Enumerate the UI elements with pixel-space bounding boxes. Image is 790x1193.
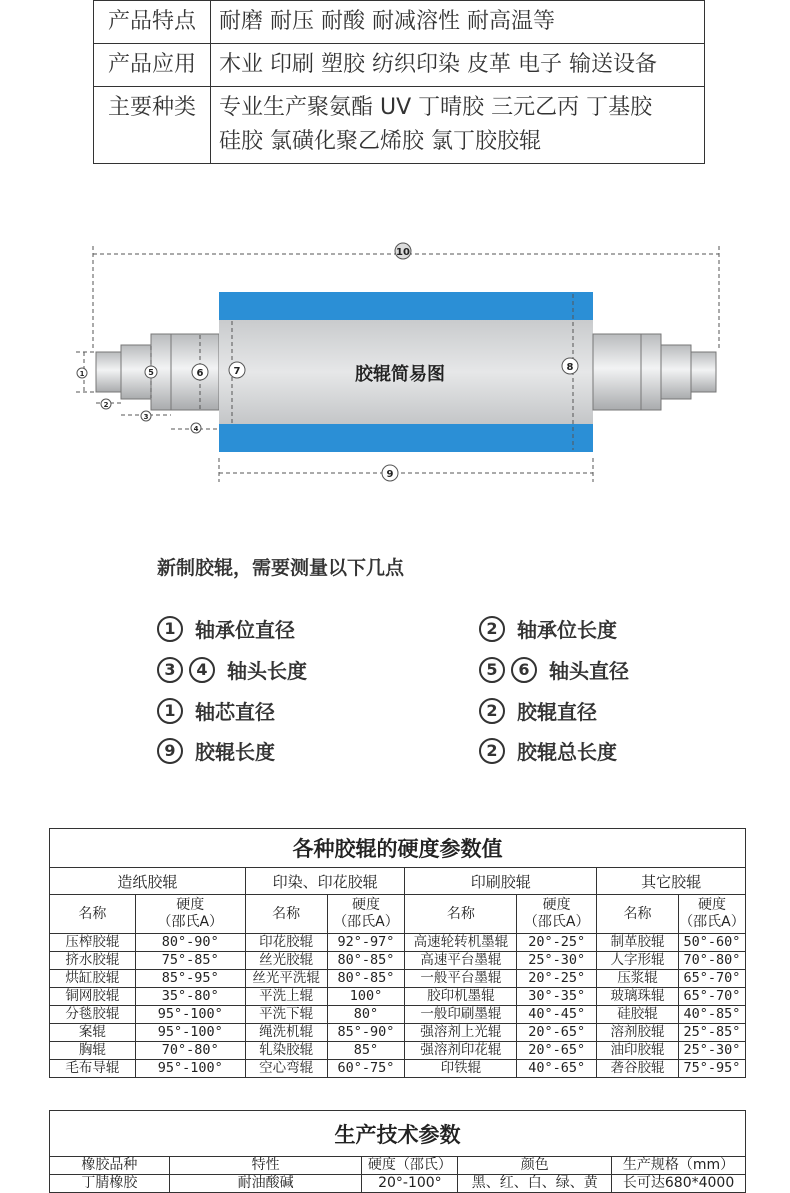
svg-text:1: 1 [79,370,85,378]
number-badge: 2 [479,738,505,764]
hardness-value-cell: 95°-100° [135,1060,245,1078]
number-badge: 6 [511,657,537,683]
hardness-table-wrap [49,828,746,1078]
measure-item [479,614,617,643]
table-cell: 黑、红、白、绿、黄 [458,1175,612,1193]
number-badge: 1 [157,616,183,642]
number-badge: 2 [479,698,505,724]
hardness-value-cell: 92°-97° [327,934,405,952]
roller-name-cell: 强溶剂上光辊 [405,1024,517,1042]
hardness-value-cell: 80°-85° [327,970,405,988]
marker-9 [382,465,398,481]
types-row [94,87,705,164]
roller-name-cell: 压浆辊 [597,970,679,988]
roller-name-cell: 油印胶辊 [597,1042,679,1060]
hardness-body [50,934,746,1078]
table-cell: 丁腈橡胶 [50,1175,170,1193]
table-cell: 耐油酸碱 [169,1175,362,1193]
roller-name-cell: 印花胶辊 [245,934,327,952]
hardness-value-cell: 85°-90° [327,1024,405,1042]
left-bearing-seat [96,352,121,392]
table-cell: 长可达680*4000 [612,1175,746,1193]
applications-row [94,44,705,87]
roller-name-cell: 分毯胶辊 [50,1006,136,1024]
hardness-value-cell: 65°-70° [678,988,745,1006]
roller-name-cell: 丝光平洗辊 [245,970,327,988]
roller-name-cell: 印铁辊 [405,1060,517,1078]
production-table-wrap [49,1110,746,1193]
measure-label: 胶辊长度 [195,740,275,764]
roller-name-cell: 烘缸胶辊 [50,970,136,988]
production-row [50,1175,746,1193]
hardness-header: 硬度 （邵氏A） [678,895,745,934]
measure-label: 轴头直径 [549,659,629,683]
hardness-value-cell: 95°-100° [135,1024,245,1042]
name-header: 名称 [597,895,679,934]
marker-7 [229,362,245,378]
product-info-table [93,0,705,164]
column-header: 颜色 [458,1157,612,1175]
hardness-value-cell: 85°-95° [135,970,245,988]
roller-name-cell: 制革胶辊 [597,934,679,952]
table-row [50,1024,746,1042]
hardness-value-cell: 50°-60° [678,934,745,952]
hardness-value-cell: 30°-35° [517,988,597,1006]
right-bearing-seat [691,352,716,392]
diagram-title: 胶辊简易图 [355,364,445,385]
roller-name-cell: 砻谷胶辊 [597,1060,679,1078]
number-badge: 4 [189,657,215,683]
applications-value: 木业 印刷 塑胶 纺织印染 皮革 电子 输送设备 [211,44,705,87]
name-header: 名称 [405,895,517,934]
hardness-value-cell: 20°-25° [517,970,597,988]
roller-name-cell: 人字形辊 [597,952,679,970]
roller-name-cell: 一般印刷墨辊 [405,1006,517,1024]
right-journal [661,345,691,399]
svg-text:6: 6 [196,368,204,379]
types-value [211,87,705,164]
roller-name-cell: 挤水胶辊 [50,952,136,970]
marker-2 [101,399,111,409]
roller-name-cell: 胶印机墨辊 [405,988,517,1006]
production-table [49,1110,746,1193]
hardness-header: 硬度 （邵氏A） [135,895,245,934]
roller-name-cell: 胸辊 [50,1042,136,1060]
table-row [50,1060,746,1078]
roller-name-cell: 平洗下辊 [245,1006,327,1024]
hardness-value-cell: 85° [327,1042,405,1060]
measure-label: 轴承位直径 [195,618,295,642]
marker-8 [562,358,578,374]
roller-name-cell: 绳洗机辊 [245,1024,327,1042]
roller-name-cell: 平洗上辊 [245,988,327,1006]
hardness-value-cell: 40°-45° [517,1006,597,1024]
measure-item [479,655,629,684]
group-header: 造纸胶辊 [50,868,246,895]
hardness-value-cell: 75°-85° [135,952,245,970]
svg-text:4: 4 [193,425,199,433]
hardness-value-cell: 75°-95° [678,1060,745,1078]
measure-title: 新制胶辊，需要测量以下几点 [157,557,405,579]
svg-text:9: 9 [386,469,394,480]
roller-name-cell: 硅胶辊 [597,1006,679,1024]
name-header: 名称 [50,895,136,934]
measure-item [479,736,617,765]
roller-name-cell: 空心弯辊 [245,1060,327,1078]
hardness-title: 各种胶辊的硬度参数值 [50,829,746,868]
roller-name-cell: 高速平台墨辊 [405,952,517,970]
marker-10 [395,243,411,259]
hardness-value-cell: 40°-85° [678,1006,745,1024]
roller-diagram [24,210,766,495]
features-label: 产品特点 [94,1,211,44]
hardness-value-cell: 60°-75° [327,1060,405,1078]
number-badge: 2 [479,616,505,642]
table-row [50,1042,746,1060]
column-header: 特性 [169,1157,362,1175]
column-header: 橡胶品种 [50,1157,170,1175]
measure-label: 轴承位长度 [517,618,617,642]
hardness-value-cell: 25°-30° [517,952,597,970]
types-line-2: 硅胶 氯磺化聚乙烯胶 氯丁胶胶辊 [219,129,541,154]
roller-name-cell: 压榨胶辊 [50,934,136,952]
roller-name-cell: 毛布导辊 [50,1060,136,1078]
marker-6 [192,364,208,380]
table-row [50,934,746,952]
hardness-value-cell: 80°-90° [135,934,245,952]
number-badge: 5 [479,657,505,683]
roller-name-cell: 强溶剂印花辊 [405,1042,517,1060]
marker-4 [191,423,201,433]
group-header: 其它胶辊 [597,868,746,895]
measure-item [479,696,597,725]
right-taper [641,334,661,410]
types-label: 主要种类 [94,87,211,164]
svg-text:3: 3 [143,413,149,421]
svg-text:2: 2 [103,401,109,409]
features-value: 耐磨 耐压 耐酸 耐减溶性 耐高温等 [211,1,705,44]
roller-name-cell: 玻璃珠辊 [597,988,679,1006]
group-header: 印刷胶辊 [405,868,597,895]
roller-name-cell: 一般平台墨辊 [405,970,517,988]
table-row [50,970,746,988]
group-header: 印染、印花胶辊 [245,868,405,895]
hardness-value-cell: 80°-85° [327,952,405,970]
roller-name-cell: 铜网胶辊 [50,988,136,1006]
table-row [50,952,746,970]
table-row [50,1006,746,1024]
hardness-header: 硬度 （邵氏A） [517,895,597,934]
hardness-value-cell: 35°-80° [135,988,245,1006]
hardness-value-cell: 95°-100° [135,1006,245,1024]
marker-3 [141,411,151,421]
roller-name-cell: 轧染胶辊 [245,1042,327,1060]
hardness-value-cell: 20°-65° [517,1042,597,1060]
number-badge: 3 [157,657,183,683]
svg-text:8: 8 [566,362,574,373]
svg-text:5: 5 [148,368,154,377]
hardness-subheader [50,895,746,934]
hardness-value-cell: 70°-80° [678,952,745,970]
hardness-value-cell: 20°-65° [517,1024,597,1042]
measure-item [157,655,307,684]
measure-label: 胶辊直径 [517,700,597,724]
roller-name-cell: 溶剂胶辊 [597,1024,679,1042]
hardness-header: 硬度 （邵氏A） [327,895,405,934]
marker-5 [145,366,157,378]
number-badge: 1 [157,698,183,724]
marker-1 [77,368,87,378]
measure-item [157,614,295,643]
measure-label: 轴头长度 [227,659,307,683]
table-row [50,988,746,1006]
hardness-value-cell: 25°-30° [678,1042,745,1060]
hardness-value-cell: 65°-70° [678,970,745,988]
applications-label: 产品应用 [94,44,211,87]
table-cell: 20°-100° [362,1175,458,1193]
production-title: 生产技术参数 [50,1111,746,1157]
roller-cover-bottom [219,424,593,452]
measure-label: 轴芯直径 [195,700,275,724]
svg-text:7: 7 [233,366,241,377]
svg-text:10: 10 [396,247,410,258]
column-header: 硬度（邵氏） [362,1157,458,1175]
production-header-row [50,1157,746,1175]
roller-cover-top [219,292,593,320]
types-line-1: 专业生产聚氨酯 UV 丁晴胶 三元乙丙 丁基胶 [219,95,653,120]
right-shaft-head [593,334,641,410]
hardness-value-cell: 80° [327,1006,405,1024]
column-header: 生产规格（mm） [612,1157,746,1175]
measure-item [157,696,275,725]
measure-item [157,736,275,765]
roller-name-cell: 案辊 [50,1024,136,1042]
hardness-value-cell: 40°-65° [517,1060,597,1078]
hardness-value-cell: 70°-80° [135,1042,245,1060]
hardness-value-cell: 25°-85° [678,1024,745,1042]
measure-label: 胶辊总长度 [517,740,617,764]
name-header: 名称 [245,895,327,934]
number-badge: 9 [157,738,183,764]
hardness-value-cell: 100° [327,988,405,1006]
roller-name-cell: 丝光胶辊 [245,952,327,970]
roller-name-cell: 高速轮转机墨辊 [405,934,517,952]
features-row [94,1,705,44]
hardness-table [49,828,746,1078]
hardness-value-cell: 20°-25° [517,934,597,952]
